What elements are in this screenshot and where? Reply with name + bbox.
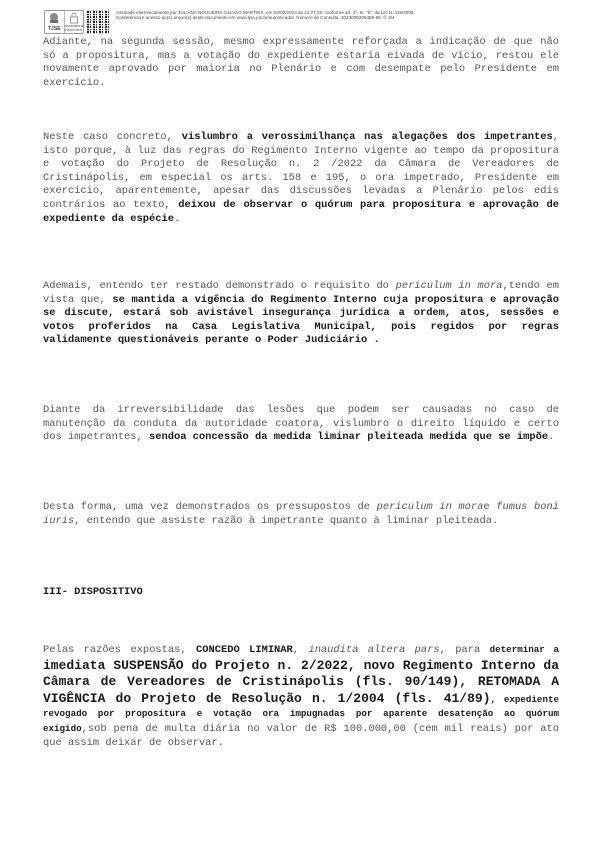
italic-text: inaudita altera pars (308, 644, 440, 656)
text: Diante da irreversibilidade das lesões que podem ser causadas no caso de manutenção da conduta da autoridade coatora, vislumbro o direito líquido e certo dos impetrantes, (43, 404, 559, 444)
text: Desta forma, uma vez demonstrados os pressupostos de (43, 501, 377, 513)
qr-code (87, 10, 111, 34)
signature-info (116, 10, 415, 21)
text: , para (439, 644, 490, 656)
emblem-icon (48, 12, 60, 24)
text: , (292, 644, 309, 656)
bold-text: determinar a (489, 644, 560, 655)
electronic-signature-mark (64, 11, 84, 33)
bold-text: , expediente revogado por propositura e votação ora impugnadas por aparente desatenção ao quórum exigido (43, 693, 559, 734)
text: , entendo que assiste razão à impetrante quanto à liminar pleiteada. (74, 514, 499, 527)
badge-label: assinatura eletrônica (64, 23, 83, 32)
verification-line: Conferência e acesso ao(s) anexo(s) deste documento em www.tjse.jus.br/autenticador. Número de Consulta: 2023000206488-68. fl: 3/4 (116, 15, 395, 21)
paragraph-second-session: Adiante, na segunda sessão, mesmo expressamente reforçada a indicação de que não só a propositura, mas a votação do expediente estaria eivada de vício, restou ele novamente aprovado por maioria no Plenário e com desempate pelo Presidente em exercício. (43, 36, 559, 89)
italic-text: fumus boni iuris (43, 501, 559, 527)
paragraph-dispositivo (43, 643, 559, 750)
bold-text: . (367, 334, 380, 347)
italic-text: periculum in mora (395, 280, 503, 292)
text: e (483, 501, 497, 513)
text: Neste caso concreto, (43, 131, 182, 143)
tjse-signature-badge (44, 10, 84, 34)
bold-text: se mantida a vigência do Regimento Interno cuja propositura e aprovação se discute, estará sob avistável insegurança jurídica a ordem, atos, sessões e votos proferidos na Casa Legislativa Municipal, pois regidos por regras validamente questionáveis perante o Poder Judiciário (43, 293, 559, 347)
paragraph-periculum (43, 280, 559, 348)
bold-text: vislumbro a verossimilhança nas alegações dos impetrantes (181, 131, 553, 143)
badge-org: TJSE (47, 26, 61, 32)
paragraph-conclusao (43, 501, 559, 528)
text: ,sob pena de multa diária no valor de R$ 100.000,00 (cem mil reais) por ato que assim deixar de observar. (43, 722, 559, 749)
paragraph-irreversibilidade (43, 404, 559, 445)
bold-text: sendoa concessão da medida liminar pleiteada medida que se impõe (149, 431, 549, 444)
bold-text: deixou de observar o quórum para propositura e aprovação de expediente da espécie (43, 198, 559, 225)
bold-text: CONCEDO LIMINAR (196, 644, 293, 656)
text: , isto porque, à luz das regras do Regimento Interno vigente ao tempo da propositura e votação do Projeto de Resolução n. 2 /2022 da Câmara de Vereadores de Cristinápolis, em especial os arts. 158 e 195, o ora impetrado, Presidente em exercício, aparentemente, apesar das discussões levadas a Plenário pelos edis contrários ao texto, (43, 131, 560, 211)
text: . (548, 431, 555, 444)
text: ,tendo em vista que, (43, 280, 559, 306)
emphasized-text: imediata SUSPENSÃO do Projeto n. 2/2022, novo Regimento Interno da Câmara de Vereadores de Cristinápolis (fls. 90/149), RETOMADA A VIGÊNCIA do Projeto de Resolução n. 1/2004 (fls. 41/89) (43, 657, 559, 706)
text: Pelas razões expostas, (43, 644, 197, 656)
paragraph-verossimilhanca (43, 131, 559, 226)
signature-line: Assinado eletronicamente por JULIANA NOGUEIRA GALVAO MARTINS, em 02/02/2023 às 13:27:28, conforme art. 1º, III, "b", da Lei 11.419/2006. (116, 10, 415, 15)
text: . (173, 212, 181, 225)
italic-text: periculum in mora (376, 501, 484, 513)
section-heading: III- DISPOSITIVO (43, 586, 143, 598)
tjse-logo (45, 11, 64, 33)
signature-header (44, 10, 415, 34)
text: Ademais, entendo ter restado demonstrado o requisito do (43, 280, 396, 292)
